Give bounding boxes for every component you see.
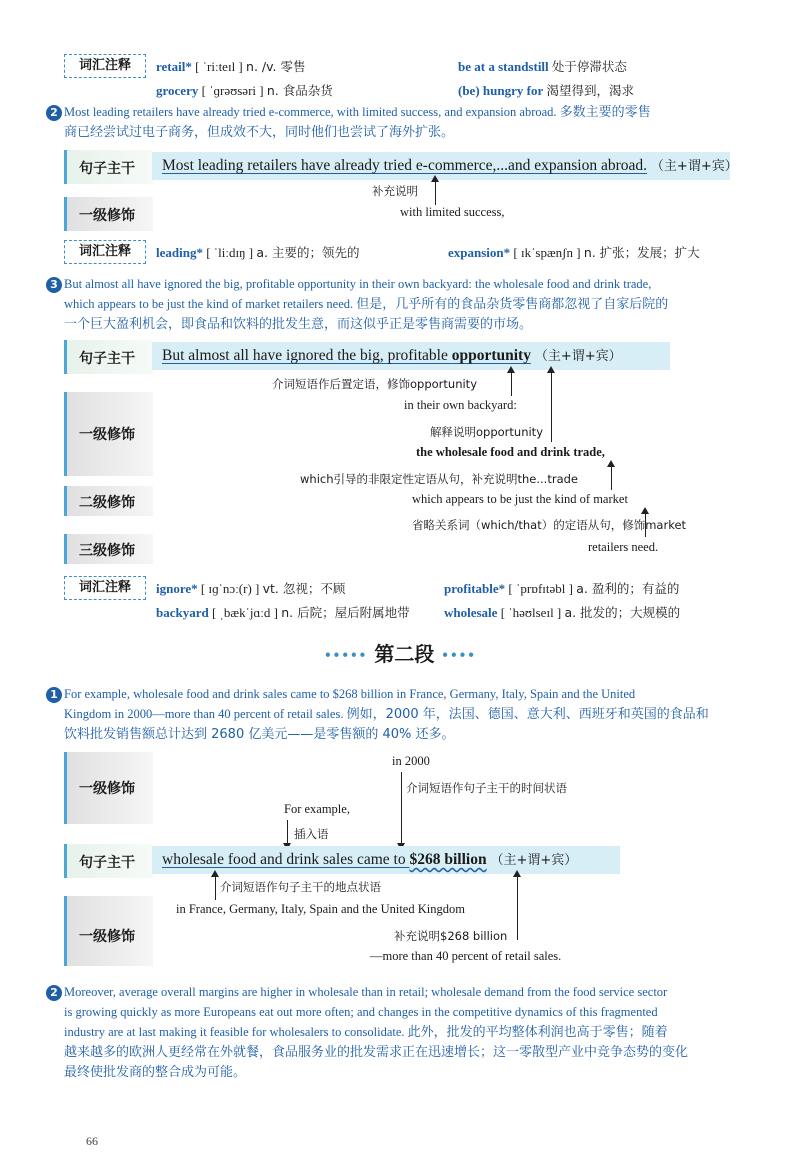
vocab-label: 词汇注释 <box>64 576 146 600</box>
arrow-down <box>287 820 288 844</box>
arrow-up <box>551 372 552 442</box>
sentence-number: 1 <box>46 687 62 703</box>
sentence-line-mixed: industry are at last making it feasible for wholesalers to consolidate. 此外，批发的平均整体利润也高于零售；随着 <box>64 1025 668 1040</box>
modifier-phrase: For example, <box>284 802 350 816</box>
definition: 渴望得到，渴求 <box>546 83 634 98</box>
label-level3: 三级修饰 <box>64 534 153 564</box>
sentence-text <box>64 684 764 745</box>
modifier-phrase: in 2000 <box>392 754 430 768</box>
vocab-entry-expansion: expansion* [ ɪkˈspænʃn ] n. 扩张；发展；扩大 <box>448 245 700 260</box>
page-number: 66 <box>86 1134 98 1148</box>
arrow-up <box>435 181 436 205</box>
label-level1: 一级修饰 <box>64 197 153 231</box>
modifier-phrase: which appears to be just the kind of market <box>412 492 628 506</box>
vocab-entry-ignore: ignore* [ ɪɡˈnɔː(r) ] vt. 忽视；不顾 <box>156 581 346 596</box>
annotation: 介词短语作后置定语，修饰opportunity <box>272 377 477 391</box>
vocab-entry-grocery <box>156 81 333 99</box>
sentence-line-en: Moreover, average overall margins are higher in wholesale than in retail; wholesale demand from the food service sector <box>64 985 668 999</box>
label-level1: 一级修饰 <box>64 896 153 966</box>
label-main-clause: 句子主干 <box>64 340 153 374</box>
sentence-number: 3 <box>46 277 62 293</box>
structure-tag: （主+谓+宾） <box>650 159 738 174</box>
label-level2: 二级修饰 <box>64 486 153 516</box>
sentence-line-mixed: which appears to be just the kind of market retailers need. 但是，几乎所有的食品杂货零售商都忽视了自家后院的 <box>64 297 669 312</box>
definition: n. /v. 零售 <box>246 59 306 74</box>
star-icon: * <box>498 581 506 596</box>
star-icon: * <box>196 245 203 260</box>
sentence-number: 2 <box>46 985 62 1001</box>
main-sentence: Most leading retailers have already tried e-commerce,...and expansion abroad. （主+谓+宾） <box>162 157 738 174</box>
annotation: which引导的非限定性定语从句，补充说明the...trade <box>300 472 578 486</box>
label-main-clause: 句子主干 <box>64 150 153 184</box>
sentence-line-zh: 饮料批发销售额总计达到 2680 亿美元——是零售额的 40% 还多。 <box>64 727 455 742</box>
structure-tag: （主+谓+宾） <box>490 853 578 868</box>
annotation: 补充说明 <box>372 184 418 198</box>
vocab-word: (be) hungry for <box>458 83 544 98</box>
vocab-entry-hungry <box>458 81 634 99</box>
phonetic: [ ˈɡrəʊsəri ] <box>201 83 264 98</box>
main-sentence: But almost all have ignored the big, profitable opportunity （主+谓+宾） <box>162 347 622 364</box>
annotation: 介词短语作句子主干的时间状语 <box>406 781 567 795</box>
structure-tag: （主+谓+宾） <box>534 349 622 364</box>
sentence-line-zh: 最终使批发商的整合成为可能。 <box>64 1065 247 1080</box>
section-title: ••••• 第二段 •••• <box>324 642 476 666</box>
modifier-phrase: with limited success, <box>400 205 505 219</box>
annotation: 解释说明opportunity <box>430 425 543 439</box>
vocab-entry-standstill <box>458 57 627 75</box>
sentence-line-zh: 一个巨大盈利机会，即食品和饮料的批发生意，而这似乎正是零售商需要的市场。 <box>64 317 533 332</box>
vocab-word: be at a standstill <box>458 59 549 74</box>
sentence-text <box>64 102 764 143</box>
sentence-line-zh: 越来越多的欧洲人更经常在外就餐，食品服务业的批发需求正在迅速增长；这一零散型产业中竞争态势的变化 <box>64 1045 689 1060</box>
arrow-up <box>511 372 512 396</box>
annotation: 介词短语作句子主干的地点状语 <box>220 880 381 894</box>
vocab-label: 词汇注释 <box>64 54 146 78</box>
arrow-up <box>517 876 518 940</box>
dots-decoration: •••• <box>441 648 476 663</box>
arrow-up <box>215 876 216 900</box>
dots-decoration: ••••• <box>324 648 368 663</box>
vocab-entry-wholesale: wholesale [ ˈhəʊlseɪl ] a. 批发的；大规模的 <box>444 605 681 620</box>
label-level1: 一级修饰 <box>64 392 153 476</box>
annotation: 省略关系词（which/that）的定语从句，修饰market <box>412 518 687 532</box>
vocab-word: retail <box>156 59 186 74</box>
definition: 处于停滞状态 <box>551 59 627 74</box>
annotation: 补充说明$268 billion <box>394 929 508 943</box>
label-main-clause: 句子主干 <box>64 844 153 878</box>
vocab-label: 词汇注释 <box>64 240 146 264</box>
vocab-entry-backyard: backyard [ ˌbækˈjɑːd ] n. 后院；屋后附属地带 <box>156 605 410 620</box>
vocab-entry-leading: leading* [ ˈliːdɪŋ ] a. 主要的；领先的 <box>156 245 360 260</box>
vocab-entry-profitable: profitable* [ ˈprɒfɪtəbl ] a. 盈利的；有益的 <box>444 581 680 596</box>
modifier-phrase: in France, Germany, Italy, Spain and the United Kingdom <box>176 902 465 916</box>
modifier-phrase: the wholesale food and drink trade, <box>416 445 605 459</box>
sentence-number: 2 <box>46 105 62 121</box>
vocab-entry-retail <box>156 57 305 75</box>
modifier-phrase: —more than 40 percent of retail sales. <box>370 949 562 963</box>
annotation: 插入语 <box>294 827 329 841</box>
sentence-line-en: is growing quickly as more Europeans eat out more often; and changes in the competitive dynamics of this fragmented <box>64 1005 658 1019</box>
definition: n. 食品杂货 <box>266 83 333 98</box>
sentence-line-en: For example, wholesale food and drink sales came to $268 billion in France, Germany, Italy, Spain and the United <box>64 687 636 701</box>
sentence-line-zh: 商已经尝试过电子商务，但成效不大，同时他们也尝试了海外扩张。 <box>64 125 455 140</box>
star-icon: * <box>185 59 192 74</box>
label-level1: 一级修饰 <box>64 752 153 824</box>
sentence-text <box>64 982 764 1083</box>
sentence-line-en: But almost all have ignored the big, profitable opportunity in their own backyard: the wholesale food and drink trade, <box>64 277 652 291</box>
sentence-line-mixed: Kingdom in 2000—more than 40 percent of retail sales. 例如，2000 年，法国、德国、意大利、西班牙和英国的食品和 <box>64 707 709 722</box>
sentence-text <box>64 274 764 335</box>
main-sentence: wholesale food and drink sales came to $268 billion （主+谓+宾） <box>162 851 578 868</box>
modifier-phrase: in their own backyard: <box>404 398 517 412</box>
arrow-up <box>611 466 612 490</box>
vocab-word: grocery <box>156 83 199 98</box>
sentence-line-en: Most leading retailers have already tried e-commerce, with limited success, and expansion abroad. 多数主要的零售 <box>64 105 651 120</box>
arrow-down <box>401 772 402 844</box>
phonetic: [ ˈriːteɪl ] <box>195 59 243 74</box>
modifier-phrase: retailers need. <box>588 540 659 554</box>
star-icon: * <box>503 245 511 260</box>
star-icon: * <box>191 581 198 596</box>
